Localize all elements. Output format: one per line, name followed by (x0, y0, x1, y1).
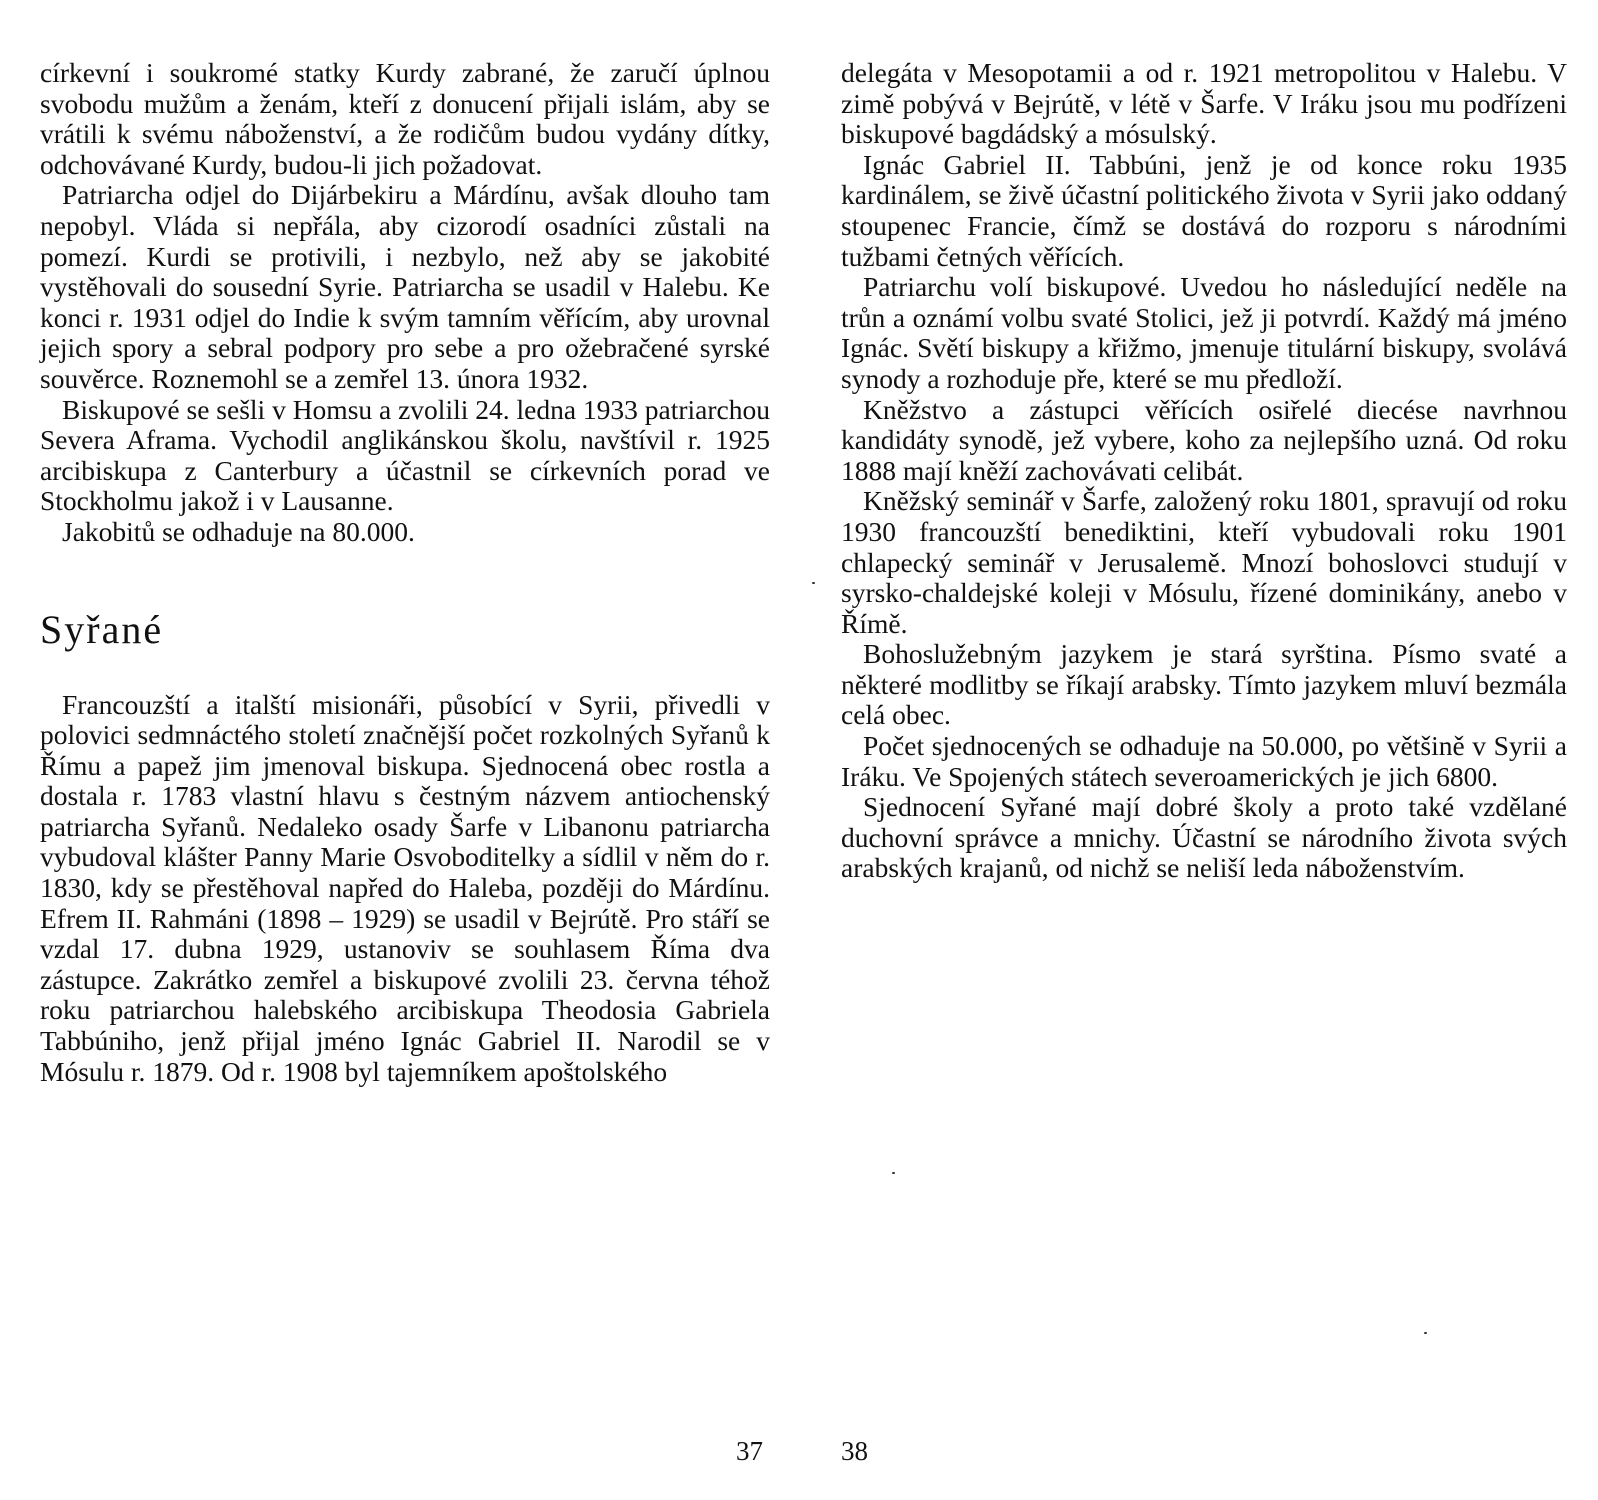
page-number-right: 38 (841, 1436, 868, 1466)
page-number-left: 37 (736, 1436, 763, 1466)
section-heading: Syřané (40, 606, 164, 652)
left-paragraph-4: Jakobitů se odhaduje na 80.000. (62, 515, 415, 547)
right-paragraph-3: Patriarchu volí biskupové. Uvedou ho následující neděle na trůn a oznámí volbu svaté Stolici, jež ji potvrdí. Každý má jméno Ignác. Světí biskupy a křižmo, jmenuje titulární biskupy, svolává synody a rozhoduje pře, které se mu předloží. (841, 271, 1567, 394)
left-page (40, 58, 770, 1438)
right-page (841, 58, 1567, 1438)
scan-speck (812, 582, 815, 584)
right-paragraph-6: Bohoslužebným jazykem je stará syrština. Písmo svaté a některé modlitby se říkají arabsky. Tímto jazykem mluví bezmála celá obec. (841, 638, 1567, 731)
right-paragraph-4: Kněžstvo a zástupci věřících osiřelé diecése navrhnou kandidáty synodě, jež vybere, koho za nejlepšího uzná. Od roku 1888 mají kněží zachovávati celibát. (841, 393, 1567, 486)
scan-speck (1424, 1332, 1427, 1334)
book-gutter (796, 0, 797, 1500)
right-paragraph-5: Kněžský seminář v Šarfe, založený roku 1801, spravují od roku 1930 francouzští benediktini, kteří vybudovali roku 1901 chlapecký seminář v Jerusalemě. Mnozí bohoslovci studují v syrsko-chaldejské koleji v Mósulu, řízené dominikány, anebo v Římě. (841, 485, 1567, 639)
left-paragraph-2: Patriarcha odjel do Dijárbekiru a Márdínu, avšak dlouho tam nepobyl. Vláda si nepřála, aby cizorodí osadníci zůstali na pomezí. Kurdi se protivili, i nezbylo, než aby se jakobité vystěhovali do sousední Syrie. Patriarcha se usadil v Halebu. Ke konci r. 1931 odjel do Indie k svým tamním věřícím, aby urovnal jejich spory a sebral podpory pro sebe a pro ožebračené syrské souvěrce. Roznemohl se a zemřel 13. února 1932. (40, 179, 770, 394)
right-paragraph-1: delegáta v Mesopotamii a od r. 1921 metropolitou v Halebu. V zimě pobývá v Bejrútě, v létě v Šarfe. V Iráku jsou mu podřízeni biskupové bagdádský a mósulský. (841, 57, 1567, 150)
left-paragraph-3: Biskupové se sešli v Homsu a zvolili 24. ledna 1933 patriarchou Severa Aframa. Vychodil anglikánskou školu, navštívil r. 1925 arcibiskupa z Canterbury a účastnil se církevních porad ve Stockholmu jakož i v Lausanne. (40, 393, 771, 517)
left-paragraph-1: církevní i soukromé statky Kurdy zabrané, že zaručí úplnou svobodu mužům a ženám, kteří z donucení přijali islám, aby se vrátili k svému náboženství, a že rodičům budou vydány dítky, odchovávané Kurdy, budou-li jich požadovat. (40, 57, 770, 180)
scan-speck (892, 1172, 895, 1174)
right-paragraph-8: Sjednocení Syřané mají dobré školy a proto také vzdělané duchovní správce a mnichy. Účastní se národního života svých arabských krajanů, od nichž se neliší leda náboženstvím. (841, 791, 1567, 884)
right-paragraph-2: Ignác Gabriel II. Tabbúni, jenž je od konce roku 1935 kardinálem, se živě účastní politického života v Syrii jako oddaný stoupenec Francie, čímž se dostává do rozporu s národními tužbami četných věřících. (841, 148, 1567, 272)
section-paragraph-1: Francouzští a italští misionáři, působící v Syrii, přivedli v polovici sedmnáctého století značnější počet rozkolných Syřanů k Římu a papež jim jmenoval biskupa. Sjednocená obec rostla a dostala r. 1783 vlastní hlavu s čestným názvem antiochenský patriarcha Syřanů. Nedaleko osady Šarfe v Libanonu patriarcha vybudoval klášter Panny Marie Osvoboditelky a sídlil v něm do r. 1830, kdy se přestěhoval napřed do Haleba, později do Márdínu. Efrem II. Rahmáni (1898 – 1929) se usadil v Bejrútě. Pro stáří se vzdal 17. dubna 1929, ustanoviv se souhlasem Říma dva zástupce. Zakrátko zemřel a biskupové zvolili 23. června téhož roku patriarchou halebského arcibiskupa Theodosia Gabriela Tabbúniho, jenž přijal jméno Ignác Gabriel II. Narodil se v Mósulu r. 1879. Od r. 1908 byl tajemníkem apoštolského (40, 688, 770, 1087)
right-paragraph-7: Počet sjednocených se odhaduje na 50.000, po většině v Syrii a Iráku. Ve Spojených státech severoamerických je jich 6800. (841, 730, 1567, 792)
